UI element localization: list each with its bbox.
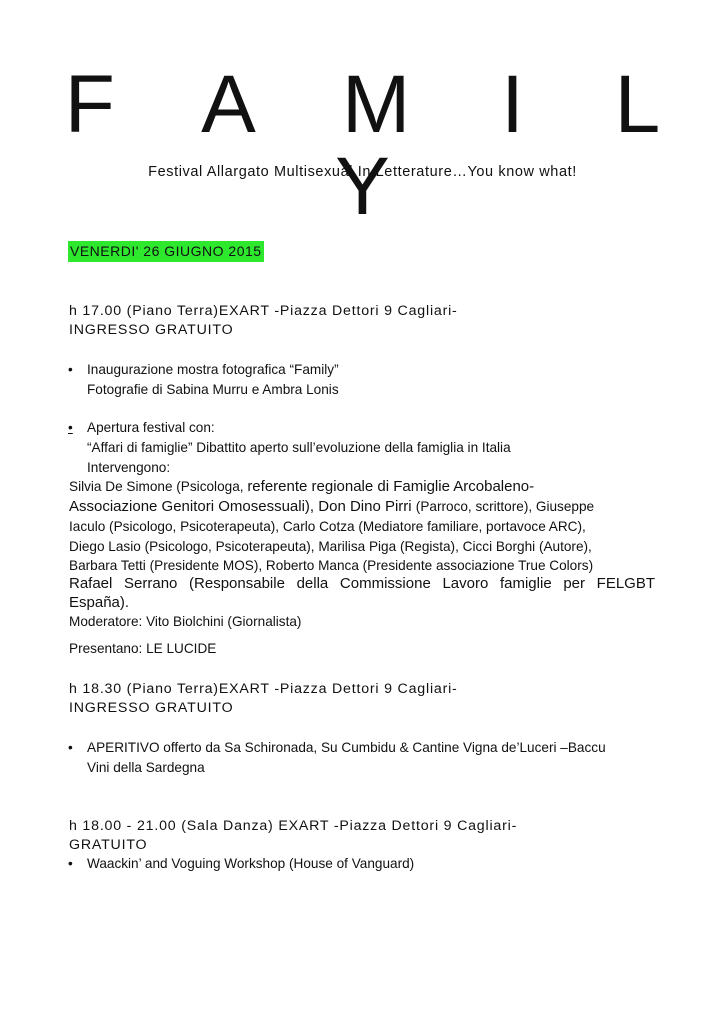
event3-heading-line1: h 18.00 - 21.00 (Sala Danza) EXART -Piazza Dettori 9 Cagliari-	[69, 818, 518, 834]
event2-heading-line1: h 18.30 (Piano Terra)EXART -Piazza Dettori 9 Cagliari-	[69, 681, 458, 697]
bullet-icon: •	[68, 740, 73, 755]
bullet-icon: •	[68, 420, 73, 435]
event2-bullet-aperitivo	[68, 738, 606, 778]
exhibition-photographers: Fotografie di Sabina Murru e Ambra Lonis	[87, 382, 339, 397]
exhibition-title: Inaugurazione mostra fotografica “Family”	[87, 362, 339, 377]
speakers-line-3: Iaculo (Psicologo, Psicoterapeuta), Carlo Cotza (Mediatore familiare, portavoce ARC),	[69, 519, 586, 534]
speakers-line-6: Rafael Serrano (Responsabile della Commissione Lavoro famiglie per FELGBT	[69, 575, 655, 592]
festival-title: F A M I L Y	[64, 59, 695, 232]
event2-heading-line2: INGRESSO GRATUITO	[69, 700, 234, 716]
moderator-line: Moderatore: Vito Biolchini (Giornalista)	[69, 614, 302, 629]
speakers-line-2: Associazione Genitori Omosessuali), Don Dino Pirri (Parroco, scrittore), Giuseppe	[69, 498, 595, 515]
bullet-icon: •	[68, 856, 73, 871]
event1-bullet-exhibition	[68, 360, 339, 400]
speakers-line-4: Diego Lasio (Psicologo, Psicoterapeuta), Marilisa Piga (Regista), Cicci Borghi (Autore),	[69, 539, 592, 554]
date-highlight: VENERDI' 26 GIUGNO 2015	[68, 241, 264, 262]
speakers-line-5: Barbara Tetti (Presidente MOS), Roberto Manca (Presidente associazione True Colors)	[69, 558, 594, 573]
speakers-line-1: Silvia De Simone (Psicologa, referente regionale di Famiglie Arcobaleno-	[69, 478, 535, 495]
workshop-line: Waackin’ and Voguing Workshop (House of Vanguard)	[87, 856, 415, 871]
presenters-line: Presentano: LE LUCIDE	[69, 641, 217, 656]
event1-heading-line1: h 17.00 (Piano Terra)EXART -Piazza Dettori 9 Cagliari-	[69, 303, 458, 319]
event1-heading-line2: INGRESSO GRATUITO	[69, 322, 234, 338]
bullet-icon: •	[68, 362, 73, 377]
opening-label: Apertura festival con:	[87, 420, 215, 435]
festival-subtitle: Festival Allargato Multisexual In Letterature…You know what!	[148, 164, 577, 180]
speakers-label: Intervengono:	[87, 460, 171, 475]
event1-bullet-opening	[68, 418, 511, 478]
speakers-line-7: España).	[69, 594, 130, 611]
event3-bullet-workshop	[68, 854, 414, 874]
event3-heading-line2: GRATUITO	[69, 837, 148, 853]
debate-title: “Affari di famiglie” Dibattito aperto sull’evoluzione della famiglia in Italia	[87, 440, 511, 455]
aperitivo-line2: Vini della Sardegna	[87, 760, 205, 775]
aperitivo-line1: APERITIVO offerto da Sa Schironada, Su Cumbidu & Cantine Vigna de’Luceri –Baccu	[87, 740, 606, 755]
